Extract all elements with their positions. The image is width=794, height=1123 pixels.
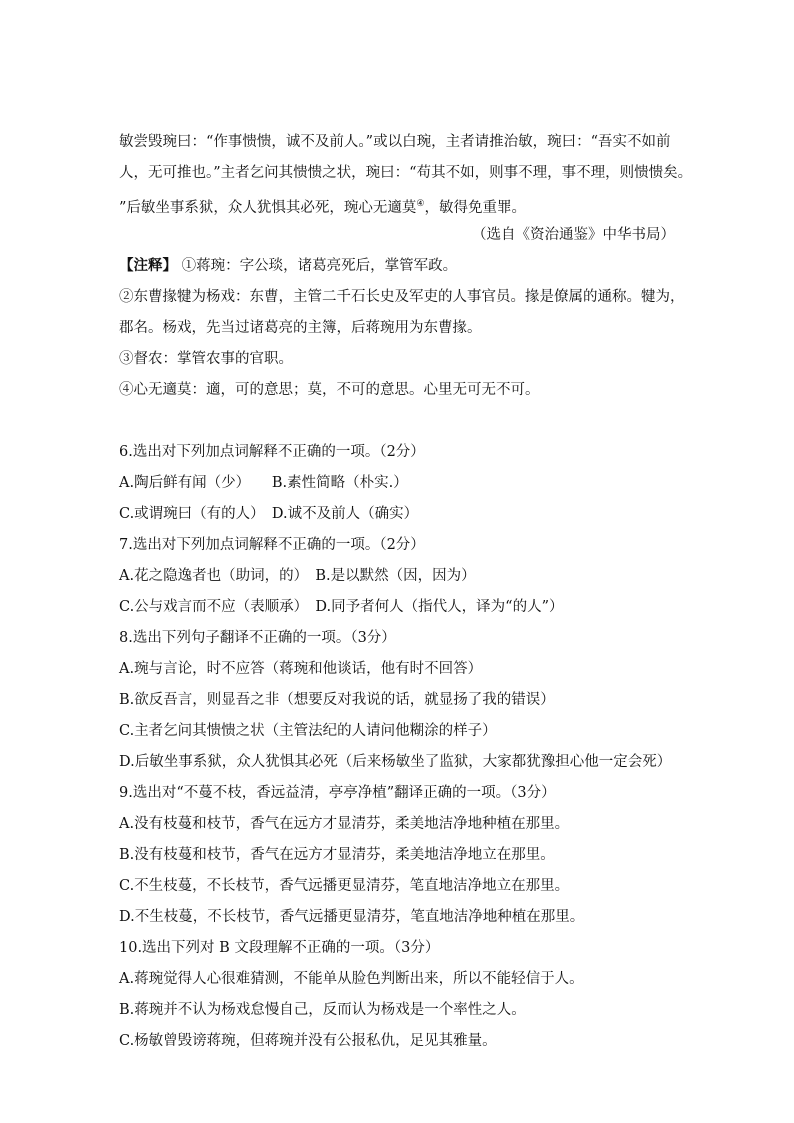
note-2-cont: 郡名。杨戏，先当过诸葛亮的主簿，后蒋琬用为东曹掾。 — [119, 320, 482, 336]
question-stem: 10.选出下列对 B 文段理解不正确的一项。（3分） — [119, 940, 440, 956]
question-option: A.陶后鲜有闻（少） B.素性简略（朴实.） — [119, 475, 408, 491]
question-option: C.主者乞问其愦愦之状（主管法纪的人请问他糊涂的样子） — [119, 723, 497, 739]
passage-line: 敏尝毁琬曰：“作事愦愦，诚不及前人。”或以白琬，主者请推治敏，琬曰：“吾实不如前 — [119, 134, 671, 150]
question-option: C.或谓琬曰（有的人） D.诚不及前人（确实） — [119, 506, 419, 522]
question-option: C.杨敏曾毁谤蒋琬，但蒋琬并没有公报私仇，足见其雅量。 — [119, 1033, 497, 1049]
note-2: ②东曹掾犍为杨戏：东曹，主管二千石长史及军吏的人事官员。掾是僚属的通称。犍为， — [119, 289, 685, 305]
question-option: B.蒋琬并不认为杨戏怠慢自己，反而认为杨戏是一个率性之人。 — [119, 1002, 526, 1018]
question-option: C.公与戏言而不应（表顺承） D.同予者何人（指代人，译为“的人”） — [119, 599, 564, 615]
question-option: A.琬与言论，时不应答（蒋琬和他谈话，他有时不回答） — [119, 661, 483, 677]
question-stem: 8.选出下列句子翻译不正确的一项。（3分） — [119, 630, 396, 646]
note-3: ③督农：掌管农事的官职。 — [119, 351, 293, 367]
passage-text: ，敏得免重罪。 — [424, 199, 526, 216]
question-stem: 9.选出对“不蔓不枝，香远益清，亭亭净植”翻译正确的一项。（3分） — [119, 785, 556, 801]
note-1: ①蒋琬：字公琰，诸葛亮死后，掌管军政。 — [181, 258, 458, 274]
question-option: B.没有枝蔓和枝节，香气在远方才显清芬，柔美地洁净地立在那里。 — [119, 847, 555, 863]
question-option: A.蒋琬觉得人心很难猜测，不能单从脸色判断出来，所以不能轻信于人。 — [119, 971, 584, 987]
question-stem: 7.选出对下列加点词解释不正确的一项。（2分） — [119, 537, 425, 553]
question-stem: 6.选出对下列加点词解释不正确的一项。（2分） — [119, 444, 425, 460]
question-option: D.不生枝蔓，不长枝节，香气远播更显清芬，笔直地洁净地种植在那里。 — [119, 909, 585, 925]
source-citation: （选自《资治通鉴》中华书局） — [472, 227, 675, 243]
notes-heading: 【注释】 — [119, 257, 177, 274]
question-option: B.欲反吾言，则显吾之非（想要反对我说的话，就显扬了我的错误） — [119, 692, 555, 708]
question-option: A.花之隐逸者也（助词，的） B.是以默然（因，因为） — [119, 568, 476, 584]
passage-line: 人，无可推也。”主者乞问其愦愦之状，琬曰：“苟其不如，则事不理，事不理，则愦愦矣。 — [119, 165, 693, 181]
question-option: C.不生枝蔓，不长枝节，香气远播更显清芬，笔直地洁净地立在那里。 — [119, 878, 570, 894]
passage-line — [119, 194, 679, 218]
question-option: D.后敏坐事系狱，众人犹惧其必死（后来杨敏坐了监狱，大家都犹豫担心他一定会死） — [119, 754, 672, 770]
note-line — [119, 256, 679, 276]
question-option: A.没有枝蔓和枝节，香气在远方才显清芬，柔美地洁净地种植在那里。 — [119, 816, 570, 832]
passage-text: ”后敏坐事系狱，众人犹惧其必死，琬心无適莫 — [119, 199, 417, 216]
note-4: ④心无適莫：適，可的意思；莫，不可的意思。心里无可无不可。 — [119, 382, 540, 398]
footnote-marker: ④ — [416, 199, 425, 209]
